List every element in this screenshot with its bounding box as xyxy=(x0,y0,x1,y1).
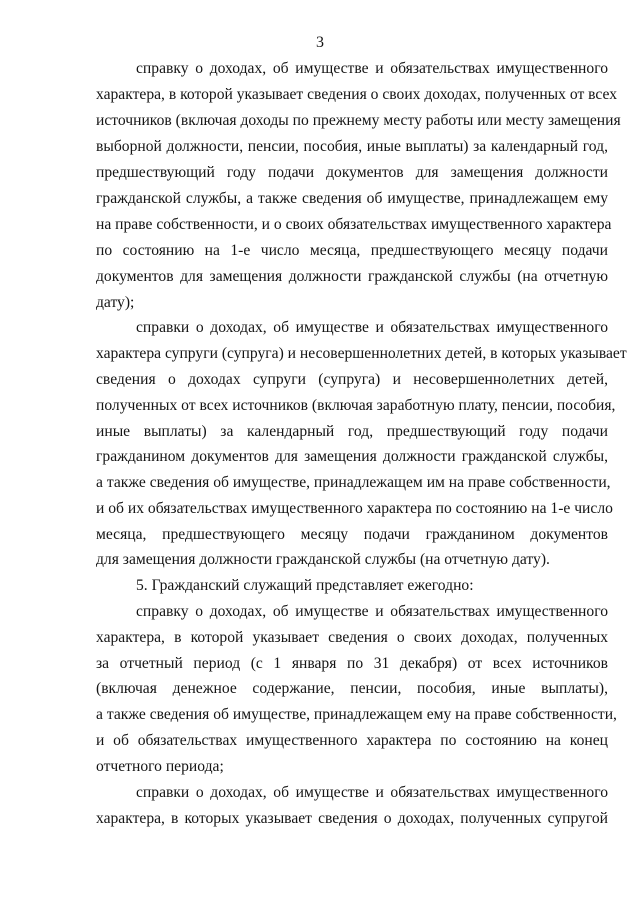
text-line: характера супруги (супруга) и несовершеннолетних детей, в которых указывает xyxy=(96,345,627,362)
text-line: и об их обязательствах имущественного характера по состоянию на 1-е число xyxy=(96,500,613,517)
text-line: а также сведения об имуществе, принадлежащем им на праве собственности, xyxy=(96,474,611,491)
text-line: для замещения должности гражданской службы (на отчетную дату). xyxy=(96,551,550,568)
text-line: справки о доходах, об имуществе и обязательствах имущественного xyxy=(136,319,608,336)
text-line: отчетного периода; xyxy=(96,758,224,775)
text-line: за отчетный период (с 1 января по 31 декабря) от всех источников xyxy=(96,655,608,672)
page-number: 3 xyxy=(316,34,324,51)
text-line: а также сведения об имуществе, принадлежащем ему на праве собственности, xyxy=(96,706,617,723)
text-line: справку о доходах, об имуществе и обязательствах имущественного xyxy=(136,60,608,77)
text-line: характера, в которой указывает сведения о своих доходах, полученных от всех xyxy=(96,86,618,103)
text-line: гражданином документов для замещения должности гражданской службы, xyxy=(96,448,608,465)
text-line: характера, в которой указывает сведения о своих доходах, полученных xyxy=(96,629,608,646)
text-line: месяца, предшествующего месяцу подачи гражданином документов xyxy=(96,526,608,543)
text-line: источников (включая доходы по прежнему месту работы или месту замещения xyxy=(96,112,621,129)
text-line: выборной должности, пенсии, пособия, иные выплаты) за календарный год, xyxy=(96,138,608,155)
text-line: характера, в которых указывает сведения о доходах, полученных супругой xyxy=(96,810,608,827)
text-line: справку о доходах, об имуществе и обязательствах имущественного xyxy=(136,603,608,620)
text-line: справки о доходах, об имуществе и обязательствах имущественного xyxy=(136,784,608,801)
text-line: сведения о доходах супруги (супруга) и несовершеннолетних детей, xyxy=(96,371,608,388)
text-line: полученных от всех источников (включая заработную плату, пенсии, пособия, xyxy=(96,397,616,414)
text-line: гражданской службы, а также сведения об имуществе, принадлежащем ему xyxy=(96,190,608,207)
text-line: и об обязательствах имущественного характера по состоянию на конец xyxy=(96,732,608,749)
text-line: 5. Гражданский служащий представляет ежегодно: xyxy=(136,577,474,594)
text-line: иные выплаты) за календарный год, предшествующий году подачи xyxy=(96,423,608,440)
text-line: по состоянию на 1-е число месяца, предшествующего месяцу подачи xyxy=(96,242,608,259)
text-line: на праве собственности, и о своих обязательствах имущественного характера xyxy=(96,216,612,233)
text-line: дату); xyxy=(96,294,135,311)
text-line: предшествующий году подачи документов для замещения должности xyxy=(96,164,608,181)
text-line: документов для замещения должности гражданской службы (на отчетную xyxy=(96,268,608,285)
text-line: (включая денежное содержание, пенсии, пособия, иные выплаты), xyxy=(96,680,608,697)
